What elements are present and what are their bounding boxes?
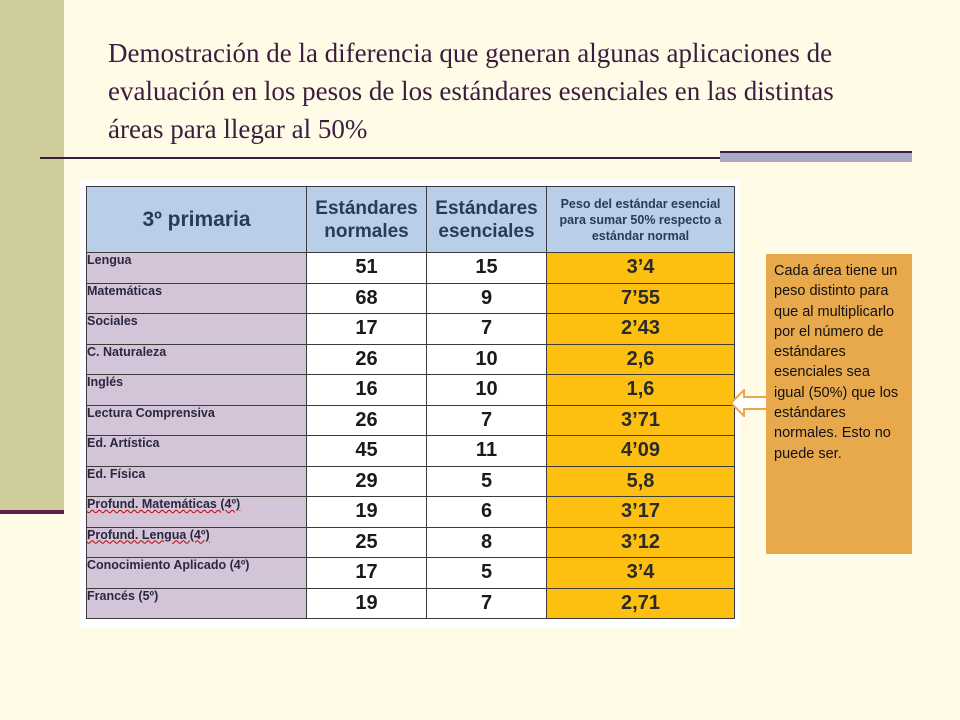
table-row <box>87 253 735 284</box>
row-normales: 16 <box>307 375 427 406</box>
row-normales: 26 <box>307 405 427 436</box>
row-esenciales: 15 <box>427 253 547 284</box>
row-area <box>87 405 307 436</box>
title-underline-accent <box>720 151 912 162</box>
table-row <box>87 497 735 528</box>
row-area-label: Profund. Matemáticas (4º) <box>87 497 241 511</box>
row-esenciales: 10 <box>427 375 547 406</box>
row-area <box>87 558 307 589</box>
table-row <box>87 283 735 314</box>
row-area-label: Inglés <box>87 375 124 389</box>
row-esenciales: 5 <box>427 558 547 589</box>
callout-box: Cada área tiene un peso distinto para que al multiplicarlo por el número de estándares esenciales sea igual (50%) que los estándares normales. Esto no puede ser. <box>766 254 912 554</box>
row-area <box>87 588 307 619</box>
row-area-label: Ed. Física <box>87 466 146 481</box>
row-area <box>87 527 307 558</box>
row-esenciales: 8 <box>427 527 547 558</box>
row-area-label: Profund. Lengua (4º) <box>87 527 210 542</box>
row-esenciales: 9 <box>427 283 547 314</box>
row-peso: 5,8 <box>547 466 735 497</box>
row-peso: 3’71 <box>547 405 735 436</box>
row-area <box>87 436 307 467</box>
row-normales: 29 <box>307 466 427 497</box>
row-normales: 19 <box>307 497 427 528</box>
row-area-label: Lectura Comprensiva <box>87 405 215 420</box>
row-area-label: Matemáticas <box>87 283 163 298</box>
row-esenciales: 11 <box>427 436 547 467</box>
row-esenciales: 7 <box>427 588 547 619</box>
row-area-label: Lengua <box>87 253 132 267</box>
row-area-label: Ed. Artística <box>87 436 160 450</box>
row-area-label: C. Naturaleza <box>87 344 167 359</box>
header-area: 3º primaria <box>87 187 307 253</box>
row-esenciales: 5 <box>427 466 547 497</box>
header-normales: Estándares normales <box>307 187 427 253</box>
table-row <box>87 344 735 375</box>
row-esenciales: 10 <box>427 344 547 375</box>
row-area-label: Conocimiento Aplicado (4º) <box>87 558 250 572</box>
row-peso: 3’4 <box>547 558 735 589</box>
header-esenciales: Estándares esenciales <box>427 187 547 253</box>
row-normales: 51 <box>307 253 427 284</box>
row-area-label: Francés (5º) <box>87 588 159 603</box>
row-peso: 1,6 <box>547 375 735 406</box>
row-esenciales: 6 <box>427 497 547 528</box>
table-row <box>87 466 735 497</box>
standards-table <box>86 186 735 619</box>
row-esenciales: 7 <box>427 314 547 345</box>
row-normales: 19 <box>307 588 427 619</box>
row-esenciales: 7 <box>427 405 547 436</box>
row-normales: 17 <box>307 314 427 345</box>
row-normales: 17 <box>307 558 427 589</box>
row-peso: 2’43 <box>547 314 735 345</box>
row-area <box>87 283 307 314</box>
row-peso: 2,6 <box>547 344 735 375</box>
row-peso: 3’17 <box>547 497 735 528</box>
row-area <box>87 466 307 497</box>
row-peso: 3’12 <box>547 527 735 558</box>
row-normales: 26 <box>307 344 427 375</box>
left-accent-bar <box>0 0 64 510</box>
row-normales: 68 <box>307 283 427 314</box>
table-row <box>87 375 735 406</box>
row-area <box>87 314 307 345</box>
table-row <box>87 405 735 436</box>
slide-title: Demostración de la diferencia que generan algunas aplicaciones de evaluación en los pesos de los estándares esenciales en las distintas áreas para llegar al 50% <box>108 38 834 144</box>
row-peso: 3’4 <box>547 253 735 284</box>
row-peso: 2,71 <box>547 588 735 619</box>
row-area <box>87 344 307 375</box>
row-normales: 25 <box>307 527 427 558</box>
table-row <box>87 436 735 467</box>
table-row <box>87 588 735 619</box>
row-normales: 45 <box>307 436 427 467</box>
row-peso: 4’09 <box>547 436 735 467</box>
row-area <box>87 497 307 528</box>
row-area <box>87 253 307 284</box>
row-peso: 7’55 <box>547 283 735 314</box>
table-row <box>87 527 735 558</box>
row-area <box>87 375 307 406</box>
header-peso: Peso del estándar esencial para sumar 50% respecto a estándar normal <box>547 187 735 253</box>
table-row <box>87 558 735 589</box>
table-header-row <box>87 187 735 253</box>
table-row <box>87 314 735 345</box>
row-area-label: Sociales <box>87 314 138 328</box>
left-accent-line <box>0 510 64 514</box>
title-underline <box>40 157 720 159</box>
